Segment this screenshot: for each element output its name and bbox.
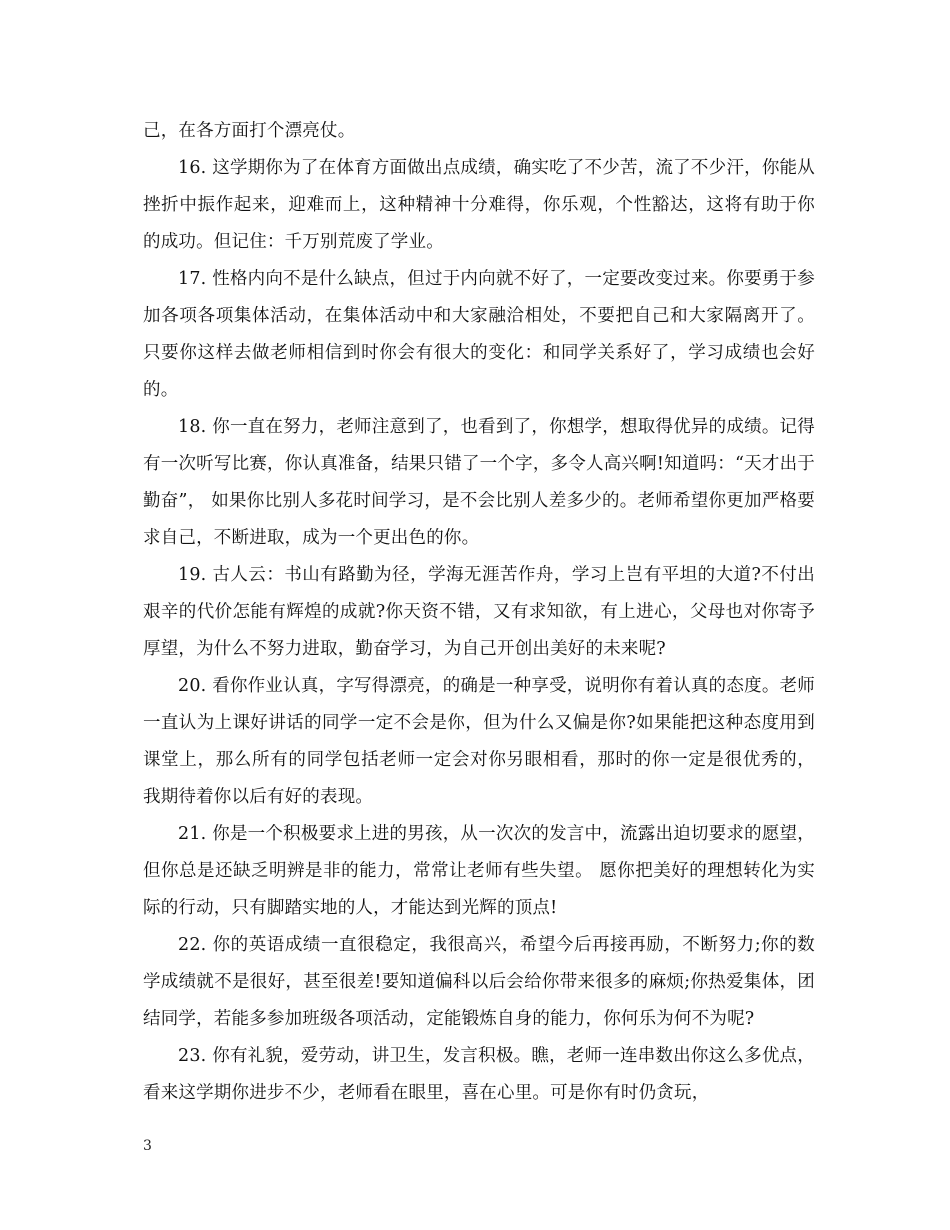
paragraph-comment-18: 18. 你一直在努力，老师注意到了，也看到了，你想学，想取得优异的成绩。记得有一次听写比赛，你认真准备，结果只错了一个字，多令人高兴啊!知道吗：“天才出于勤奋”， 如果你比别人多花时间学习，是不会比别人差多少的。老师希望你更加严格要求自己，不断进取，成为一个更出色的你。 <box>143 417 815 548</box>
paragraph-comment-19: 19. 古人云：书山有路勤为径，学海无涯苦作舟，学习上岂有平坦的大道?不付出艰辛的代价怎能有辉煌的成就?你天资不错，又有求知欲，有上进心，父母也对你寄予厚望，为什么不努力进取，勤奋学习，为自己开创出美好的未来呢? <box>143 565 815 659</box>
paragraph-comment-20: 20. 看你作业认真，字写得漂亮，的确是一种享受，说明你有着认真的态度。老师一直认为上课好讲话的同学一定不会是你，但为什么又偏是你?如果能把这种态度用到课堂上，那么所有的同学包括老师一定会对你另眼相看，那时的你一定是很优秀的，我期待着你以后有好的表现。 <box>143 676 815 807</box>
page-number: 3 <box>143 1138 152 1154</box>
paragraph-comment-17: 17. 性格内向不是什么缺点，但过于内向就不好了，一定要改变过来。你要勇于参加各项各项集体活动，在集体活动中和大家融洽相处，不要把自己和大家隔离开了。只要你这样去做老师相信到时你会有很大的变化：和同学关系好了，学习成绩也会好的。 <box>143 269 815 400</box>
paragraph-comment-22: 22. 你的英语成绩一直很稳定，我很高兴，希望今后再接再励，不断努力;你的数学成绩就不是很好，甚至很差!要知道偏科以后会给你带来很多的麻烦;你热爱集体，团结同学，若能多参加班级各项活动，定能锻炼自身的能力，你何乐为何不为呢? <box>143 935 815 1029</box>
paragraph-continuation: 己，在各方面打个漂亮仗。 <box>143 121 356 141</box>
paragraph-comment-23: 23. 你有礼貌，爱劳动，讲卫生，发言积极。瞧，老师一连串数出你这么多优点，看来这学期你进步不少，老师看在眼里，喜在心里。可是你有时仍贪玩， <box>143 1046 815 1103</box>
document-body <box>143 113 815 1112</box>
paragraph-comment-21: 21. 你是一个积极要求上进的男孩，从一次次的发言中，流露出迫切要求的愿望，但你总是还缺乏明辨是非的能力，常常让老师有些失望。 愿你把美好的理想转化为实际的行动，只有脚踏实地的人，才能达到光辉的顶点! <box>143 824 815 918</box>
paragraph-comment-16: 16. 这学期你为了在体育方面做出点成绩，确实吃了不少苦，流了不少汗，你能从挫折中振作起来，迎难而上，这种精神十分难得，你乐观，个性豁达，这将有助于你的成功。但记住：千万别荒废了学业。 <box>143 158 815 252</box>
